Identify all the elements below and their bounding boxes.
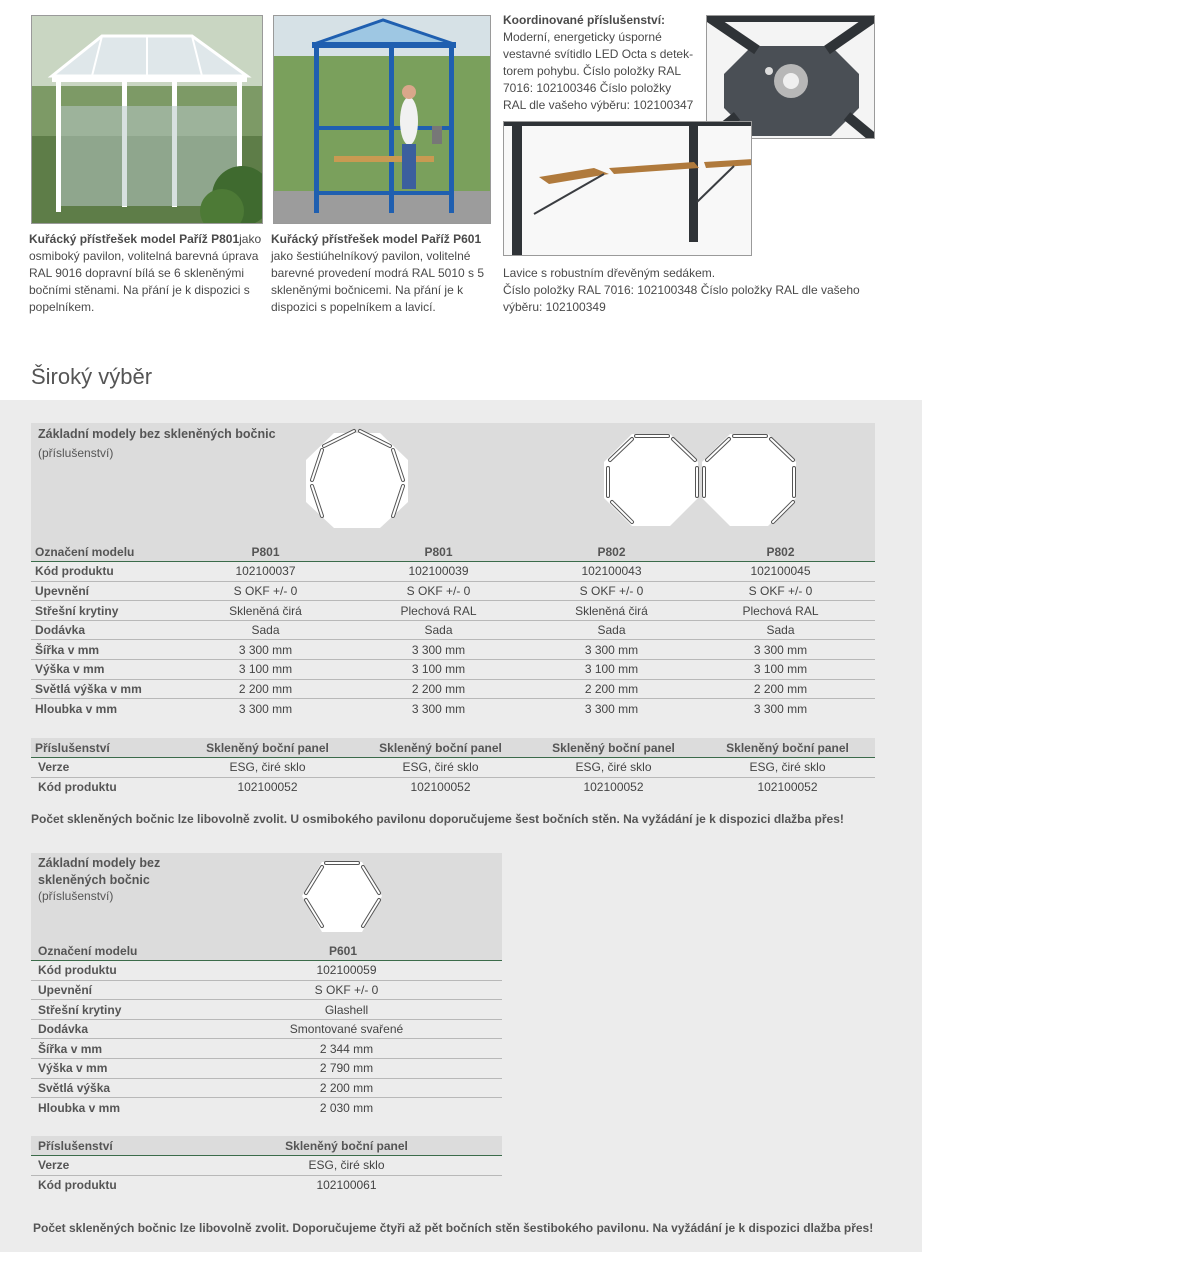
table-row xyxy=(31,679,875,699)
block1-accessory-table xyxy=(31,738,875,797)
double-octagon-plan-p802 xyxy=(600,430,800,530)
hexagon-plan-p601 xyxy=(300,858,385,936)
block2-accessory-table xyxy=(31,1136,502,1195)
table-cell: 3 300 mm xyxy=(340,640,537,660)
table-row xyxy=(31,1019,502,1039)
table-header-row xyxy=(31,1136,502,1156)
column-header: Příslušenství xyxy=(31,738,181,758)
row-label: Světlá výška v mm xyxy=(31,679,191,699)
table-row xyxy=(31,660,875,680)
table-row xyxy=(31,1039,502,1059)
table-cell: 2 790 mm xyxy=(191,1059,502,1079)
table-cell: Sada xyxy=(686,620,875,640)
table-cell: 3 300 mm xyxy=(753,701,808,716)
caption-p601: Kuřácký přístřešek model Paříž P601 jako šestiúhelníkový pavilon, volitelné barevné provedení modrá RAL 5010 s 5 skleněnými bočnicemi. Na přání je k dispozici s popelníkem a lavicí. xyxy=(271,232,485,314)
table-cell: 3 300 mm xyxy=(191,640,340,660)
row-label: Verze xyxy=(31,758,181,778)
table-cell: 102100061 xyxy=(316,1178,377,1193)
table-cell: Skleněná čirá xyxy=(537,601,686,621)
table-row xyxy=(31,562,875,582)
table-cell: 3 300 mm xyxy=(411,701,466,716)
table-cell: 2 344 mm xyxy=(191,1039,502,1059)
column-header: P801 xyxy=(340,542,537,562)
block2-subtitle: (příslušenství) xyxy=(38,889,114,903)
table-cell: 102100059 xyxy=(191,961,502,981)
table-cell: ESG, čiré sklo xyxy=(700,758,875,778)
table-cell: 102100039 xyxy=(340,562,537,582)
table-row xyxy=(31,620,875,640)
table-cell: 2 200 mm xyxy=(340,679,537,699)
table-cell: S OKF +/- 0 xyxy=(686,581,875,601)
row-label: Kód produktu xyxy=(31,562,191,582)
column-header: P601 xyxy=(191,941,502,961)
column-header: Skleněný boční panel xyxy=(354,738,527,758)
block1-spec-table xyxy=(31,542,875,718)
row-label: Kód produktu xyxy=(38,1178,117,1193)
table-header-row xyxy=(31,542,875,562)
column-header: Skleněný boční panel xyxy=(527,738,700,758)
table-row xyxy=(31,758,875,778)
row-label: Upevnění xyxy=(31,980,191,1000)
table-row xyxy=(31,961,502,981)
row-label: Upevnění xyxy=(31,581,191,601)
table-cell: S OKF +/- 0 xyxy=(191,980,502,1000)
row-label: Verze xyxy=(31,1156,191,1176)
table-cell: ESG, čiré sklo xyxy=(181,758,354,778)
column-header: Skleněný boční panel xyxy=(181,738,354,758)
table-cell: 3 300 mm xyxy=(686,640,875,660)
table-cell: Smontované svařené xyxy=(191,1019,502,1039)
row-label: Dodávka xyxy=(31,620,191,640)
table-row xyxy=(31,1156,502,1176)
table-row xyxy=(31,640,875,660)
column-header: P801 xyxy=(191,542,340,562)
photo-p601-pavilion xyxy=(273,15,491,224)
table-row xyxy=(31,1059,502,1079)
table-cell: 102100045 xyxy=(686,562,875,582)
column-header: Skleněný boční panel xyxy=(191,1136,502,1156)
table-cell: Sada xyxy=(191,620,340,640)
column-header: Příslušenství xyxy=(31,1136,191,1156)
row-label: Dodávka xyxy=(31,1019,191,1039)
table-cell: Skleněná čirá xyxy=(191,601,340,621)
table-cell: ESG, čiré sklo xyxy=(354,758,527,778)
table-cell: S OKF +/- 0 xyxy=(340,581,537,601)
table-cell: ESG, čiré sklo xyxy=(527,758,700,778)
row-label: Kód produktu xyxy=(31,961,191,981)
table-cell: 3 100 mm xyxy=(537,660,686,680)
block2-title: Základní modely bez skleněných bočnic xyxy=(38,856,161,887)
table-cell: 102100037 xyxy=(191,562,340,582)
table-cell: Plechová RAL xyxy=(340,601,537,621)
table-row xyxy=(31,1175,502,1195)
table-cell: 3 300 mm xyxy=(537,640,686,660)
table-cell: Plechová RAL xyxy=(686,601,875,621)
table-cell: ESG, čiré sklo xyxy=(191,1156,502,1176)
table-cell: Glashell xyxy=(191,1000,502,1020)
column-header: Skleněný boční panel xyxy=(700,738,875,758)
table-cell: 102100052 xyxy=(757,780,818,795)
row-label: Střešní krytiny xyxy=(31,601,191,621)
column-header: P802 xyxy=(686,542,875,562)
column-header: Označení modelu xyxy=(31,941,191,961)
table-row xyxy=(31,601,875,621)
section-title: Široký výběr xyxy=(31,364,153,389)
table-cell: Sada xyxy=(537,620,686,640)
table-header-row xyxy=(31,941,502,961)
table-cell: 2 200 mm xyxy=(686,679,875,699)
table-row xyxy=(31,581,875,601)
block1-subtitle: (příslušenství) xyxy=(38,446,114,460)
row-label: Šířka v mm xyxy=(31,640,191,660)
octagon-plan-p801 xyxy=(300,428,415,538)
row-label: Hloubka v mm xyxy=(35,701,118,716)
block2-spec-table xyxy=(31,941,502,1117)
table-cell: 2 200 mm xyxy=(191,1078,502,1098)
caption-accessories: Koordinované příslušenství: Moderní, energeticky úsporné vestavné svítidlo LED Octa s detek- torem pohybu. Číslo položky RAL 7016: 102100346 Číslo položky RAL dle vašeho výběru: 102100347 xyxy=(503,13,694,112)
column-header: P802 xyxy=(537,542,686,562)
row-label: Střešní krytiny xyxy=(31,1000,191,1020)
table-cell: S OKF +/- 0 xyxy=(191,581,340,601)
row-label: Hloubka v mm xyxy=(38,1100,121,1115)
table-row xyxy=(31,1000,502,1020)
column-header: Označení modelu xyxy=(31,542,191,562)
table-cell: 3 300 mm xyxy=(584,701,639,716)
table-header-row xyxy=(31,738,875,758)
row-label: Výška v mm xyxy=(31,660,191,680)
table-row xyxy=(31,980,502,1000)
table-cell: 102100052 xyxy=(410,780,471,795)
row-label: Světlá výška xyxy=(31,1078,191,1098)
table-row xyxy=(31,1078,502,1098)
table-cell: 2 030 mm xyxy=(319,1100,374,1115)
table-cell: 102100052 xyxy=(583,780,644,795)
caption-p801: Kuřácký přístřešek model Paříž P801jako osmiboký pavilon, volitelná barevná úprava RAL 9016 dopravní bílá se 6 skleněnými bočními stěnami. Na přání je k dispozici s popelníkem. xyxy=(29,232,262,314)
table-cell: 102100043 xyxy=(537,562,686,582)
table-cell: S OKF +/- 0 xyxy=(537,581,686,601)
table-cell: 3 100 mm xyxy=(191,660,340,680)
row-label: Výška v mm xyxy=(31,1059,191,1079)
table-cell: 2 200 mm xyxy=(191,679,340,699)
table-cell: 3 100 mm xyxy=(340,660,537,680)
block1-note: Počet skleněných bočnic lze libovolně zvolit. U osmibokého pavilonu doporučujeme šest bočních stěn. Na vyžádání je k dispozici dlažba přes! xyxy=(31,812,844,826)
table-row xyxy=(31,699,875,719)
row-label: Kód produktu xyxy=(38,780,117,795)
caption-bench: Lavice s robustním dřevěným sedákem. Číslo položky RAL 7016: 102100348 Číslo položky RAL dle vašeho výběru: 102100349 xyxy=(503,266,860,314)
table-cell: 3 100 mm xyxy=(686,660,875,680)
block2-note: Počet skleněných bočnic lze libovolně zvolit. Doporučujeme čtyři až pět bočních stěn šestibokého pavilonu. Na vyžádání je k dispozici dlažba přes! xyxy=(33,1221,874,1235)
block1-title: Základní modely bez skleněných bočnic xyxy=(38,427,276,441)
table-cell: 3 300 mm xyxy=(238,701,293,716)
table-row xyxy=(31,777,875,797)
table-cell: 2 200 mm xyxy=(537,679,686,699)
table-cell: 102100052 xyxy=(237,780,298,795)
row-label: Šířka v mm xyxy=(31,1039,191,1059)
photo-bench xyxy=(503,121,752,256)
photo-p801-pavilion xyxy=(31,15,263,224)
table-row xyxy=(31,1098,502,1118)
table-cell: Sada xyxy=(340,620,537,640)
